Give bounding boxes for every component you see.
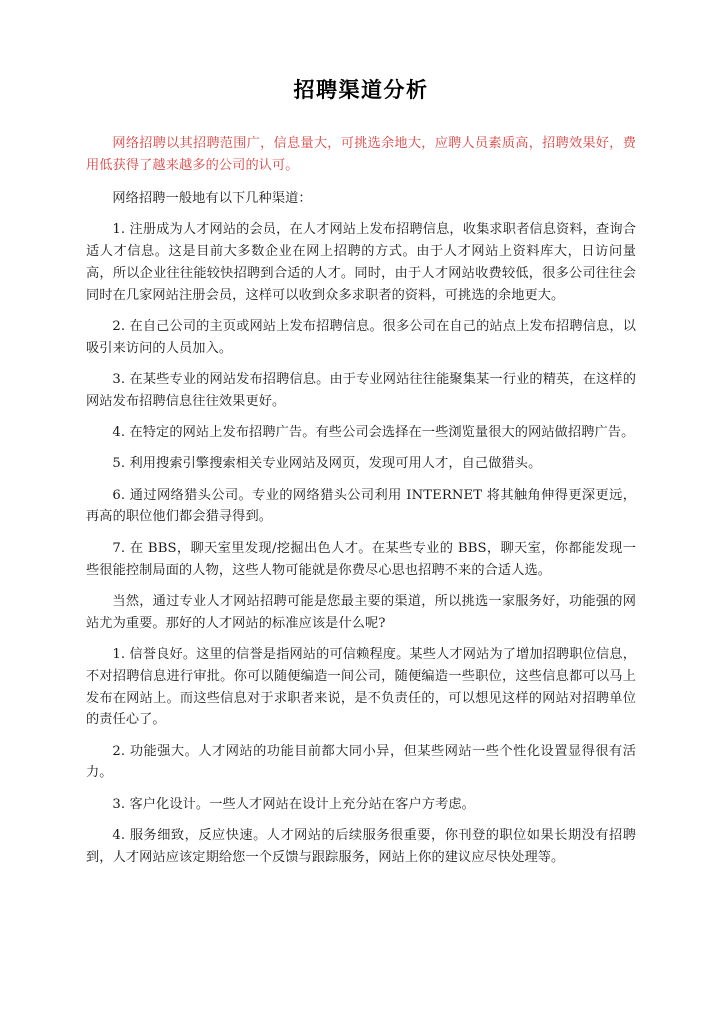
paragraph-container	[86, 133, 636, 868]
paragraph-criterion-1: 1. 信誉良好。这里的信誉是指网站的可信赖程度。某些人才网站为了增加招聘职位信息，不对招聘信息进行审批。你可以随便编造一间公司，随便编造一些职位，这些信息都可以马上发布在网站上。而这些信息对于求职者来说，是不负责任的，可以想见这样的网站对招聘单位的责任心了。	[86, 646, 636, 728]
paragraph-channel-3: 3. 在某些专业的网站发布招聘信息。由于专业网站往往能聚集某一行业的精英，在这样的网站发布招聘信息往往效果更好。	[86, 371, 636, 409]
paragraph-channel-2: 2. 在自己公司的主页或网站上发布招聘信息。很多公司在自己的站点上发布招聘信息，以吸引来访问的人员加入。	[86, 318, 636, 356]
paragraph-channel-1: 1. 注册成为人才网站的会员，在人才网站上发布招聘信息，收集求职者信息资料，查询合适人才信息。这是目前大多数企业在网上招聘的方式。由于人才网站上资料库大，日访问量高，所以企业往往能较快招聘到合适的人才。同时，由于人才网站收费较低，很多公司往往会同时在几家网站注册会员，这样可以收到众多求职者的资料，可挑选的余地更大。	[86, 222, 636, 303]
paragraph-channel-4: 4. 在特定的网站上发布招聘广告。有些公司会选择在一些浏览量很大的网站做招聘广告。	[112, 425, 635, 441]
paragraph-criterion-4: 4. 服务细致，反应快速。人才网站的后续服务很重要，你刊登的职位如果长期没有招聘到，人才网站应该定期给您一个反馈与跟踪服务，网站上你的建议应尽快处理等。	[86, 828, 636, 865]
paragraph-channel-6: 6. 通过网络猎头公司。专业的网络猎头公司利用 INTERNET 将其触角伸得更深更远，再高的职位他们都会猎寻得到。	[86, 487, 636, 525]
document-body	[86, 76, 636, 878]
page-title: 招聘渠道分析	[293, 77, 429, 102]
paragraph-channel-5: 5. 利用搜索引擎搜索相关专业网站及网页，发现可用人才，自己做猎头。	[112, 456, 542, 472]
paragraph-transition: 当然，通过专业人才网站招聘可能是您最主要的渠道，所以挑选一家服务好，功能强的网站尤为重要。那好的人才网站的标准应该是什么呢?	[86, 593, 636, 631]
paragraph-lead-in: 网络招聘一般地有以下几种渠道：	[112, 190, 312, 206]
paragraph-criterion-2: 2. 功能强大。人才网站的功能目前都大同小异，但某些网站一些个性化设置显得很有活力。	[86, 743, 636, 781]
paragraph-channel-7: 7. 在 BBS，聊天室里发现/挖掘出色人才。在某些专业的 BBS，聊天室，你都能发现一些很能控制局面的人物，这些人物可能就是你费尽心思也招聘不来的合适人选。	[86, 540, 636, 578]
paragraph-intro-highlight: 网络招聘以其招聘范围广，信息量大，可挑选余地大，应聘人员素质高，招聘效果好，费用低获得了越来越多的公司的认可。	[86, 136, 636, 174]
paragraph-criterion-3: 3. 客户化设计。一些人才网站在设计上充分站在客户方考虑。	[112, 796, 475, 812]
